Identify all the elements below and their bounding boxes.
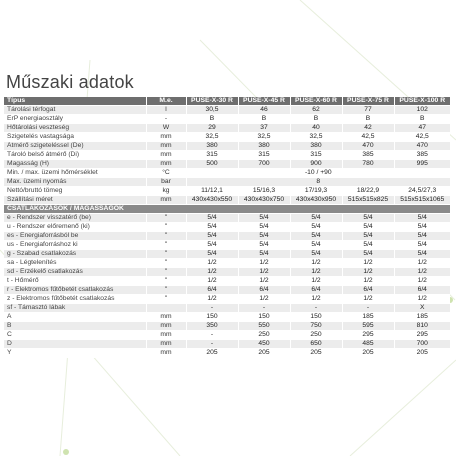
- row-value-model-3: 650: [290, 340, 342, 349]
- table-row: [4, 106, 450, 115]
- row-label: Magasság (H): [4, 160, 146, 169]
- row-label: r - Elektromos fűtőbetét csatlakozás: [4, 286, 146, 295]
- row-label: ErP energiaosztály: [4, 115, 146, 124]
- row-value-model-3: 205: [290, 349, 342, 358]
- row-value-model-1: 5/4: [186, 232, 238, 241]
- table-row: [4, 304, 450, 313]
- row-value-model-2: 1/2: [238, 295, 290, 304]
- row-unit: ": [146, 286, 186, 295]
- row-unit: -: [146, 115, 186, 124]
- section-header-row: [4, 205, 450, 214]
- row-value-model-5: 5/4: [394, 214, 450, 223]
- row-value-model-5: 5/4: [394, 250, 450, 259]
- table-row: [4, 223, 450, 232]
- row-value-model-2: 150: [238, 313, 290, 322]
- row-value-model-4: 515x515x825: [342, 196, 394, 205]
- row-value-model-3: 430x430x950: [290, 196, 342, 205]
- row-label: sd - Érzékelő csatlakozás: [4, 268, 146, 277]
- row-value-model-3: 1/2: [290, 268, 342, 277]
- row-label: Hőtárolási veszteség: [4, 124, 146, 133]
- table-row: [4, 115, 450, 124]
- row-value-model-3: 5/4: [290, 250, 342, 259]
- row-value-model-1: 1/2: [186, 259, 238, 268]
- table-row: [4, 268, 450, 277]
- row-value-model-2: 6/4: [238, 286, 290, 295]
- row-label: B: [4, 322, 146, 331]
- row-value-model-5: 42,5: [394, 133, 450, 142]
- row-unit: °C: [146, 169, 186, 178]
- table-row: [4, 214, 450, 223]
- row-value-model-4: 5/4: [342, 214, 394, 223]
- table-row: [4, 277, 450, 286]
- row-value-model-5: B: [394, 115, 450, 124]
- row-value-model-3: -: [290, 304, 342, 313]
- row-value-model-1: 5/4: [186, 223, 238, 232]
- row-value-model-5: 810: [394, 322, 450, 331]
- row-value-model-3: 17/19,3: [290, 187, 342, 196]
- table-header-row: [4, 97, 450, 106]
- row-value-model-4: 470: [342, 142, 394, 151]
- row-value-model-4: 595: [342, 322, 394, 331]
- table-row: [4, 250, 450, 259]
- table-row: [4, 349, 450, 358]
- row-value-model-5: 995: [394, 160, 450, 169]
- row-unit: mm: [146, 322, 186, 331]
- row-value-model-5: 5/4: [394, 232, 450, 241]
- row-value-model-5: X: [394, 304, 450, 313]
- row-value-model-2: 205: [238, 349, 290, 358]
- row-label: D: [4, 340, 146, 349]
- specs-table-body: [4, 97, 450, 358]
- row-unit: ": [146, 241, 186, 250]
- row-value-model-2: 1/2: [238, 277, 290, 286]
- row-value-model-1: 6/4: [186, 286, 238, 295]
- row-value-model-3: 900: [290, 160, 342, 169]
- row-value-model-3: 40: [290, 124, 342, 133]
- row-value-model-3: 5/4: [290, 214, 342, 223]
- row-value-all-models: -10 / +90: [186, 169, 450, 178]
- row-value-model-3: 315: [290, 151, 342, 160]
- row-value-model-2: 700: [238, 160, 290, 169]
- row-value-model-3: 1/2: [290, 295, 342, 304]
- header-model-1: PUSE-X-30 R: [186, 97, 238, 106]
- table-row: [4, 160, 450, 169]
- row-value-model-1: 32,5: [186, 133, 238, 142]
- row-value-model-3: 6/4: [290, 286, 342, 295]
- row-value-model-1: -: [186, 331, 238, 340]
- row-value-model-1: 500: [186, 160, 238, 169]
- row-value-model-5: 6/4: [394, 286, 450, 295]
- row-value-model-5: 5/4: [394, 241, 450, 250]
- table-row: [4, 322, 450, 331]
- row-label: Tárolási térfogat: [4, 106, 146, 115]
- row-value-model-1: 1/2: [186, 277, 238, 286]
- row-label: sf - Támasztó lábak: [4, 304, 146, 313]
- header-model-4: PUSE-X-75 R: [342, 97, 394, 106]
- row-value-model-2: 46: [238, 106, 290, 115]
- row-label: Szállítási méret: [4, 196, 146, 205]
- row-value-model-3: 5/4: [290, 241, 342, 250]
- table-row: [4, 142, 450, 151]
- row-label: Szigetelés vastagsága: [4, 133, 146, 142]
- row-value-model-1: 11/12,1: [186, 187, 238, 196]
- row-value-model-5: 515x515x1065: [394, 196, 450, 205]
- row-unit: ": [146, 250, 186, 259]
- row-value-model-3: 1/2: [290, 277, 342, 286]
- row-value-model-3: 62: [290, 106, 342, 115]
- row-value-model-2: 550: [238, 322, 290, 331]
- row-unit: mm: [146, 142, 186, 151]
- row-value-model-4: 18/22,9: [342, 187, 394, 196]
- row-unit: mm: [146, 313, 186, 322]
- row-value-model-1: 1/2: [186, 268, 238, 277]
- row-value-model-3: B: [290, 115, 342, 124]
- row-value-model-2: 315: [238, 151, 290, 160]
- row-label: us - Energiaforráshoz ki: [4, 241, 146, 250]
- row-value-model-1: -: [186, 304, 238, 313]
- row-unit: kg: [146, 187, 186, 196]
- row-value-model-1: -: [186, 340, 238, 349]
- row-value-model-1: 150: [186, 313, 238, 322]
- row-value-model-4: 77: [342, 106, 394, 115]
- row-value-model-1: 5/4: [186, 241, 238, 250]
- table-row: [4, 286, 450, 295]
- row-unit: mm: [146, 151, 186, 160]
- row-value-model-4: 1/2: [342, 277, 394, 286]
- row-unit: mm: [146, 160, 186, 169]
- row-unit: [146, 304, 186, 313]
- row-unit: mm: [146, 133, 186, 142]
- table-row: [4, 124, 450, 133]
- row-value-model-2: B: [238, 115, 290, 124]
- row-value-model-3: 150: [290, 313, 342, 322]
- row-unit: ": [146, 214, 186, 223]
- row-value-model-1: B: [186, 115, 238, 124]
- row-value-model-2: 5/4: [238, 223, 290, 232]
- row-value-model-2: 37: [238, 124, 290, 133]
- row-value-model-4: 5/4: [342, 241, 394, 250]
- table-row: [4, 196, 450, 205]
- table-row: [4, 259, 450, 268]
- header-type: Típus: [4, 97, 146, 106]
- row-unit: mm: [146, 196, 186, 205]
- row-value-model-3: 32,5: [290, 133, 342, 142]
- row-value-model-2: 5/4: [238, 250, 290, 259]
- row-label: z - Elektromos fűtőbetét csatlakozás: [4, 295, 146, 304]
- row-value-model-5: 470: [394, 142, 450, 151]
- row-value-model-1: 5/4: [186, 214, 238, 223]
- row-unit: ": [146, 232, 186, 241]
- row-value-model-4: 385: [342, 151, 394, 160]
- row-value-model-5: 47: [394, 124, 450, 133]
- row-value-model-4: 5/4: [342, 232, 394, 241]
- row-value-model-4: 1/2: [342, 259, 394, 268]
- row-value-model-2: 32,5: [238, 133, 290, 142]
- row-unit: ": [146, 268, 186, 277]
- row-value-model-3: 1/2: [290, 259, 342, 268]
- row-value-model-5: 1/2: [394, 295, 450, 304]
- row-value-model-4: 485: [342, 340, 394, 349]
- row-value-model-4: 780: [342, 160, 394, 169]
- row-value-model-2: -: [238, 304, 290, 313]
- header-model-5: PUSE-X-100 R: [394, 97, 450, 106]
- row-value-model-1: 350: [186, 322, 238, 331]
- header-model-3: PUSE-X-60 R: [290, 97, 342, 106]
- row-value-model-5: 24,5/27,3: [394, 187, 450, 196]
- row-unit: mm: [146, 349, 186, 358]
- table-row: [4, 313, 450, 322]
- row-value-model-5: 1/2: [394, 268, 450, 277]
- row-label: es - Energiaforrásból be: [4, 232, 146, 241]
- row-value-model-1: 29: [186, 124, 238, 133]
- row-value-model-5: 385: [394, 151, 450, 160]
- row-value-model-4: B: [342, 115, 394, 124]
- row-value-model-4: 5/4: [342, 223, 394, 232]
- row-value-model-1: 30,5: [186, 106, 238, 115]
- row-unit: mm: [146, 340, 186, 349]
- table-row: [4, 295, 450, 304]
- row-value-model-1: 315: [186, 151, 238, 160]
- table-row: [4, 241, 450, 250]
- row-value-model-4: 5/4: [342, 250, 394, 259]
- row-value-model-4: 6/4: [342, 286, 394, 295]
- row-value-model-1: 5/4: [186, 250, 238, 259]
- row-value-model-4: 42: [342, 124, 394, 133]
- table-row: [4, 133, 450, 142]
- row-value-model-4: -: [342, 304, 394, 313]
- row-value-model-5: 700: [394, 340, 450, 349]
- row-value-model-2: 5/4: [238, 232, 290, 241]
- row-value-model-5: 102: [394, 106, 450, 115]
- row-value-model-1: 430x430x550: [186, 196, 238, 205]
- row-value-model-1: 380: [186, 142, 238, 151]
- row-value-model-4: 295: [342, 331, 394, 340]
- table-row: [4, 151, 450, 160]
- row-value-model-2: 5/4: [238, 241, 290, 250]
- row-label: Nettó/bruttó tömeg: [4, 187, 146, 196]
- row-value-model-5: 295: [394, 331, 450, 340]
- table-row: [4, 169, 450, 178]
- row-label: Tároló belső átmérő (Di): [4, 151, 146, 160]
- row-value-model-2: 430x430x750: [238, 196, 290, 205]
- row-value-model-3: 5/4: [290, 232, 342, 241]
- row-value-model-2: 5/4: [238, 214, 290, 223]
- row-value-model-4: 185: [342, 313, 394, 322]
- row-label: e - Rendszer visszatérő (be): [4, 214, 146, 223]
- row-unit: ": [146, 277, 186, 286]
- row-value-model-2: 380: [238, 142, 290, 151]
- table-row: [4, 187, 450, 196]
- row-value-all-models: 8: [186, 178, 450, 187]
- row-value-model-1: 205: [186, 349, 238, 358]
- row-label: g - Szabad csatlakozás: [4, 250, 146, 259]
- table-row: [4, 232, 450, 241]
- row-label: Max. üzemi nyomás: [4, 178, 146, 187]
- row-label: Min. / max. üzemi hőmérséklet: [4, 169, 146, 178]
- row-value-model-5: 1/2: [394, 277, 450, 286]
- row-unit: ": [146, 295, 186, 304]
- row-label: u - Rendszer előremenő (ki): [4, 223, 146, 232]
- row-value-model-3: 5/4: [290, 223, 342, 232]
- row-value-model-5: 205: [394, 349, 450, 358]
- row-value-model-4: 205: [342, 349, 394, 358]
- row-value-model-3: 380: [290, 142, 342, 151]
- row-unit: mm: [146, 331, 186, 340]
- row-value-model-4: 1/2: [342, 268, 394, 277]
- row-value-model-3: 250: [290, 331, 342, 340]
- row-value-model-2: 15/16,3: [238, 187, 290, 196]
- table-row: [4, 331, 450, 340]
- table-row: [4, 178, 450, 187]
- row-label: Y: [4, 349, 146, 358]
- row-label: sa - Légtelenítés: [4, 259, 146, 268]
- row-unit: l: [146, 106, 186, 115]
- row-value-model-2: 1/2: [238, 268, 290, 277]
- section-title: CSATLAKOZÁSOK / MAGASSÁGOK: [4, 205, 450, 214]
- row-value-model-2: 250: [238, 331, 290, 340]
- row-value-model-2: 450: [238, 340, 290, 349]
- row-label: t - Hőmérő: [4, 277, 146, 286]
- row-unit: ": [146, 223, 186, 232]
- row-value-model-5: 185: [394, 313, 450, 322]
- row-label: Átmérő szigeteléssel (De): [4, 142, 146, 151]
- row-label: A: [4, 313, 146, 322]
- row-unit: bar: [146, 178, 186, 187]
- row-value-model-5: 5/4: [394, 223, 450, 232]
- header-model-2: PUSE-X-45 R: [238, 97, 290, 106]
- row-value-model-3: 750: [290, 322, 342, 331]
- page-title: Műszaki adatok: [6, 72, 134, 92]
- table-row: [4, 340, 450, 349]
- row-value-model-1: 1/2: [186, 295, 238, 304]
- row-value-model-4: 42,5: [342, 133, 394, 142]
- row-unit: W: [146, 124, 186, 133]
- specs-table: [4, 97, 450, 358]
- row-value-model-2: 1/2: [238, 259, 290, 268]
- row-value-model-5: 1/2: [394, 259, 450, 268]
- row-value-model-4: 1/2: [342, 295, 394, 304]
- header-unit: M.e.: [146, 97, 186, 106]
- row-label: C: [4, 331, 146, 340]
- row-unit: ": [146, 259, 186, 268]
